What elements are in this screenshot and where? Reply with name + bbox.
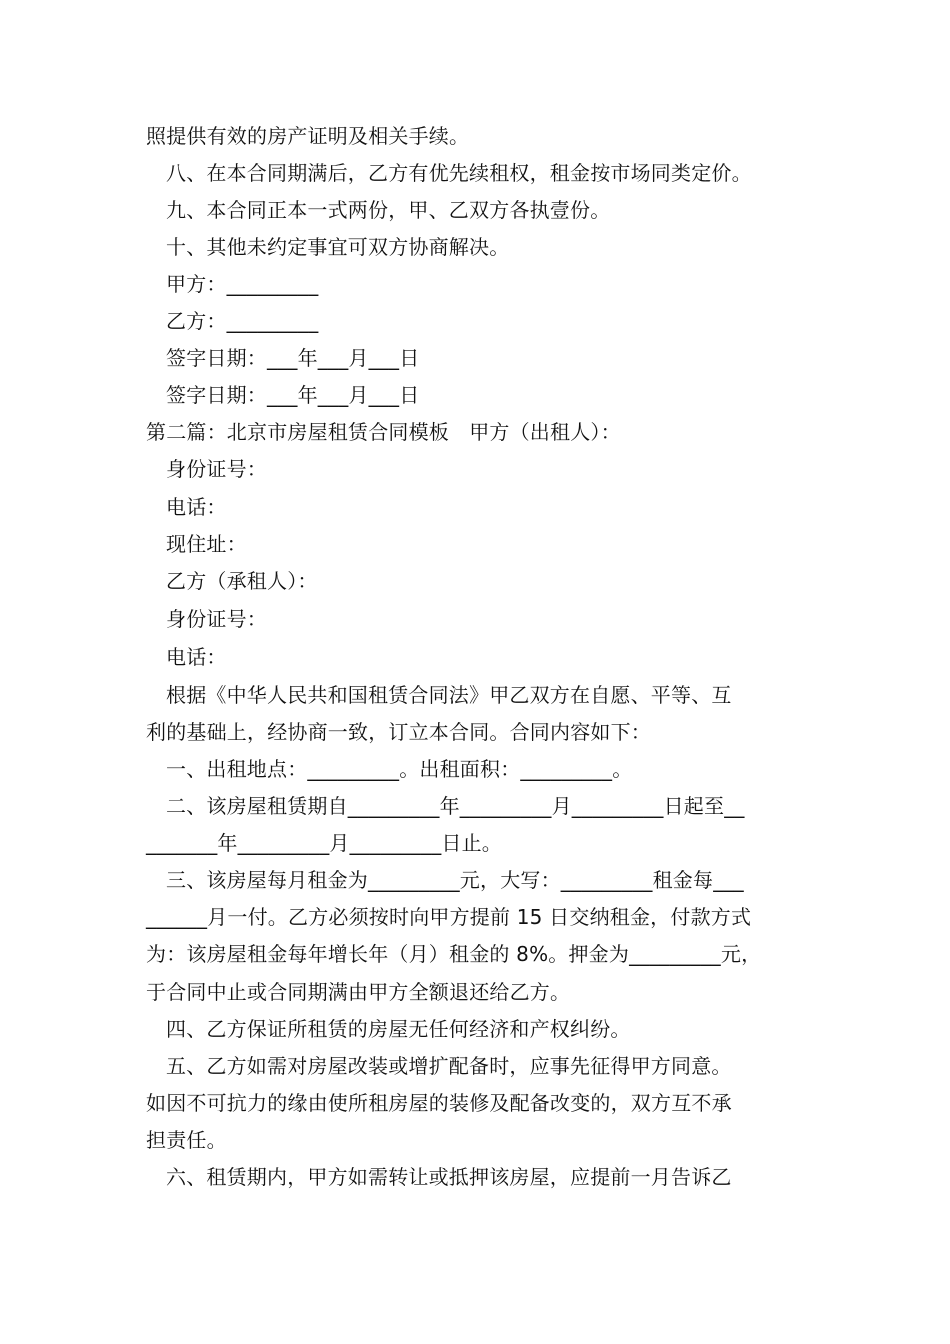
text-line: 三、该房屋每月租金为_________元，大写：_________租金每___	[166, 868, 744, 892]
text-line: 电话：	[166, 645, 227, 669]
text-line: 乙方（承租人）：	[166, 569, 318, 593]
text-line: 八、在本合同期满后，乙方有优先续租权，租金按市场同类定价。	[166, 161, 752, 185]
text-line: 乙方：_________	[166, 309, 319, 333]
text-line: 五、乙方如需对房屋改装或增扩配备时，应事先征得甲方同意。	[166, 1054, 732, 1078]
text-line: 六、租赁期内，甲方如需转让或抵押该房屋，应提前一月告诉乙	[166, 1165, 732, 1189]
text-line: 担责任。	[146, 1128, 227, 1152]
text-line: 九、本合同正本一式两份，甲、乙双方各执壹份。	[166, 198, 611, 222]
text-line: 身份证号：	[166, 457, 267, 481]
text-line: 签字日期：___年___月___日	[166, 383, 420, 407]
text-line: 四、乙方保证所租赁的房屋无任何经济和产权纠纷。	[166, 1017, 631, 1041]
text-line: 身份证号：	[166, 607, 267, 631]
text-line: 为：该房屋租金每年增长年（月）租金的 8%。押金为_________元，	[146, 942, 762, 966]
text-line: 现住址：	[166, 532, 247, 556]
text-line: 电话：	[166, 495, 227, 519]
text-line: _______年_________月_________日止。	[146, 831, 502, 855]
text-line: 照提供有效的房产证明及相关手续。	[146, 124, 470, 148]
text-line: 二、该房屋租赁期自_________年_________月_________日起至__	[166, 794, 745, 818]
text-line: 一、出租地点：_________。出租面积：_________。	[166, 757, 633, 781]
text-line: 利的基础上，经协商一致，订立本合同。合同内容如下：	[146, 720, 651, 744]
text-line: 根据《中华人民共和国租赁合同法》甲乙双方在自愿、平等、互	[166, 683, 732, 707]
text-line: 十、其他未约定事宜可双方协商解决。	[166, 235, 510, 259]
text-line: ______月一付。乙方必须按时向甲方提前 15 日交纳租金，付款方式	[146, 905, 752, 929]
text-line: 于合同中止或合同期满由甲方全额退还给乙方。	[146, 980, 571, 1004]
section-heading: 第二篇：北京市房屋租赁合同模板 甲方（出租人）：	[146, 420, 621, 444]
text-line: 签字日期：___年___月___日	[166, 346, 420, 370]
text-line: 甲方：_________	[166, 272, 319, 296]
text-line: 如因不可抗力的缘由使所租房屋的装修及配备改变的，双方互不承	[146, 1091, 732, 1115]
